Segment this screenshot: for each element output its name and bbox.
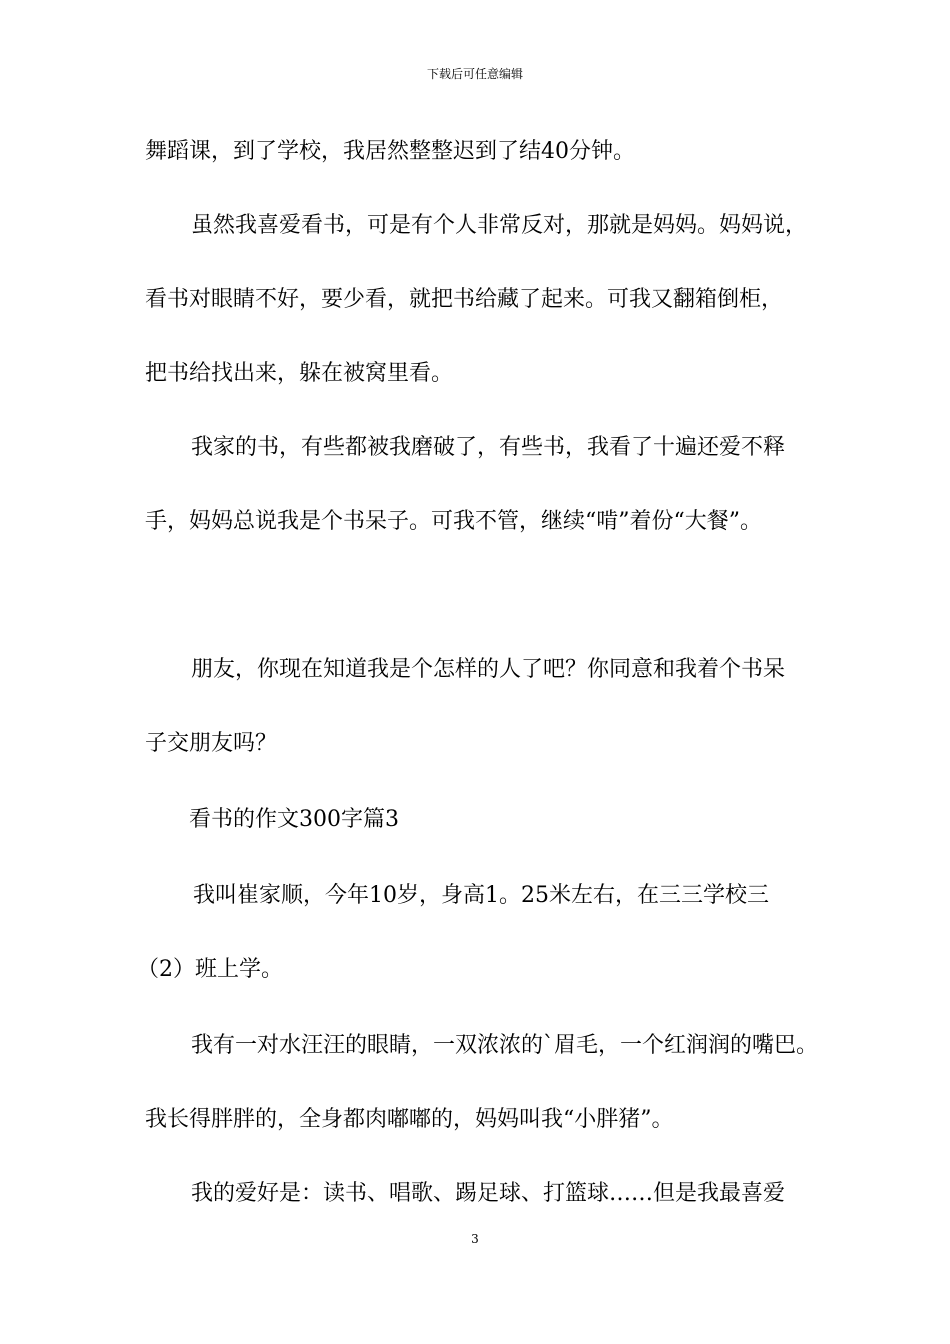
paragraph-line: 把书给找出来，躲在被窝里看。 [145,361,454,386]
paragraph-line: 我有一对水汪汪的眼睛，一双浓浓的`眉毛，一个红润润的嘴巴。 [191,1033,819,1058]
page-number: 3 [471,1232,479,1246]
section-heading: 看书的作文300字篇3 [189,807,399,832]
paragraph-line: 看书对眼睛不好，要少看，就把书给藏了起来。可我又翻箱倒柜， [145,287,784,312]
paragraph-line: 我的爱好是：读书、唱歌、踢足球、打篮球……但是我最喜爱 [191,1181,786,1206]
paragraph-line: 手，妈妈总说我是个书呆子。可我不管，继续“啃”着份“大餐”。 [145,509,762,534]
paragraph-line: （2）班上学。 [137,957,283,982]
paragraph-line: 子交朋友吗？ [145,731,278,756]
paragraph-line: 我叫崔家顺，今年10岁，身高1。25米左右，在三三学校三 [193,883,769,908]
paragraph-line: 我家的书，有些都被我磨破了，有些书，我看了十遍还爱不释 [191,435,786,460]
paragraph-line: 我长得胖胖的，全身都肉嘟嘟的，妈妈叫我“小胖猪”。 [145,1107,674,1132]
paragraph-line: 舞蹈课，到了学校，我居然整整迟到了结40分钟。 [145,139,635,164]
page-header: 下载后可任意编辑 [426,67,523,81]
paragraph-line: 朋友，你现在知道我是个怎样的人了吧？你同意和我着个书呆 [191,657,786,682]
paragraph-line: 虽然我喜爱看书，可是有个人非常反对，那就是妈妈。妈妈说， [191,213,808,238]
